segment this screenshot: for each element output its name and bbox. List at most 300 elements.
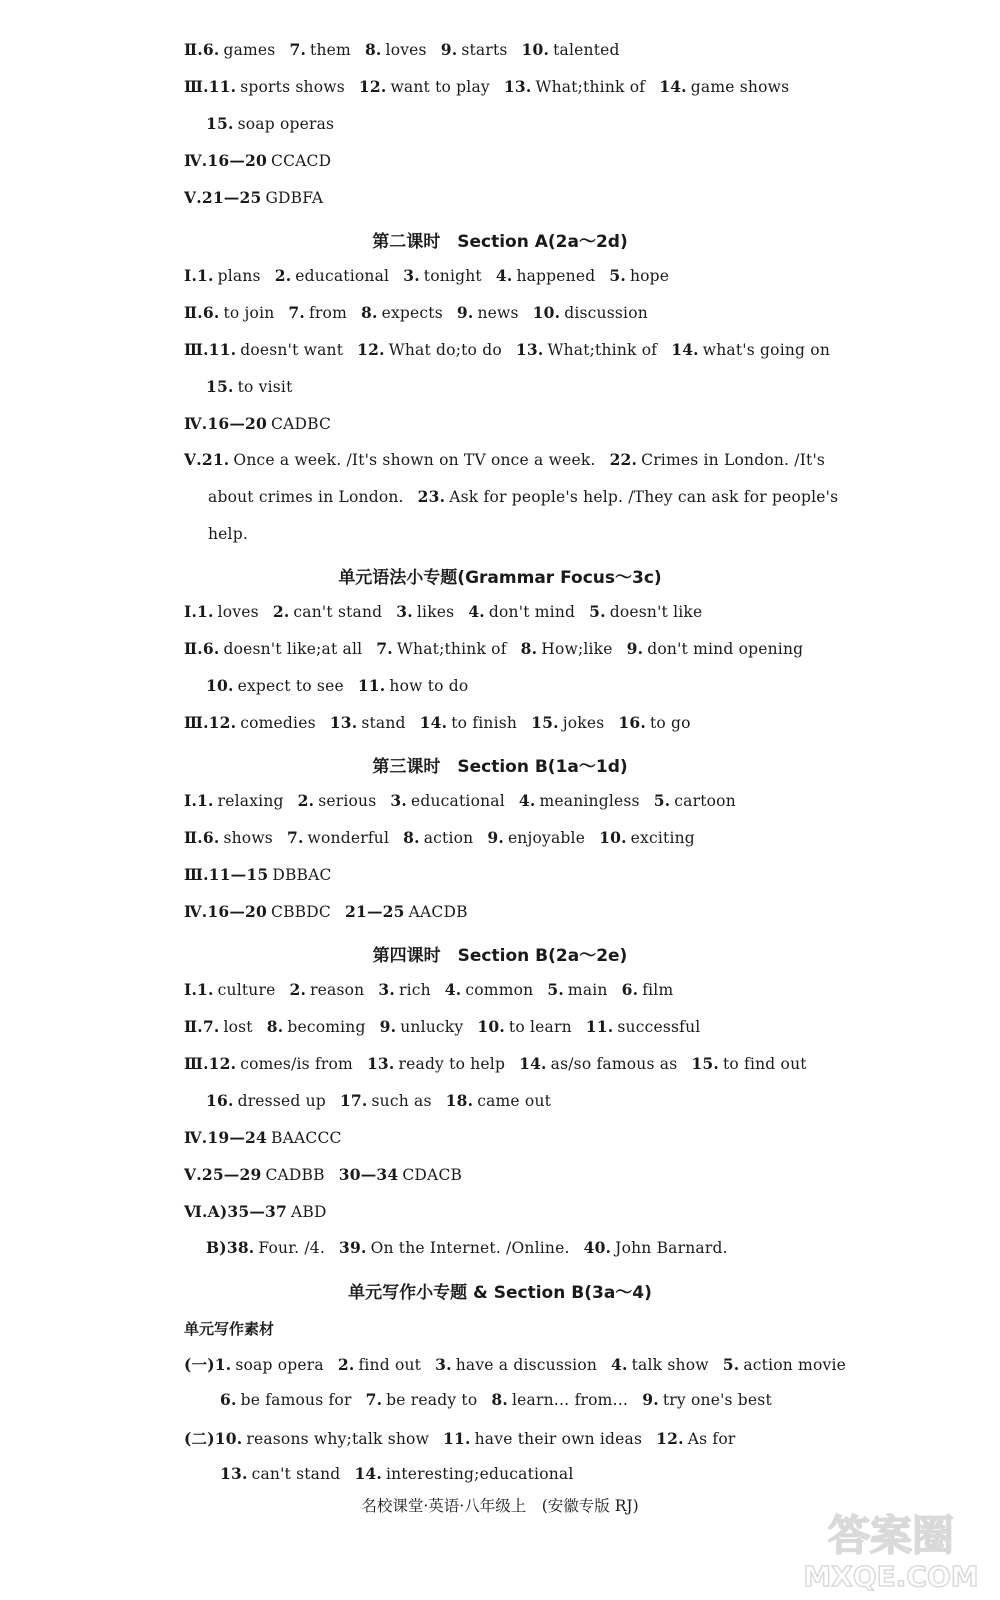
part-numeral: Ⅲ. — [184, 77, 209, 96]
answer-line — [184, 1427, 735, 1449]
question-number: 23. — [417, 487, 446, 506]
question-number: 1. — [197, 791, 214, 810]
answer-text: Once a week. /It's shown on TV once a week. — [233, 451, 596, 469]
answer-text: games — [223, 41, 276, 59]
question-number: 15. — [206, 114, 234, 133]
answer-text: comedies — [240, 714, 316, 732]
question-number: 3. — [435, 1355, 452, 1374]
watermark-bottom-text: MXQE.COM — [803, 1560, 979, 1593]
part-numeral: Ⅲ. — [184, 713, 209, 732]
question-number: 9. — [440, 40, 458, 59]
answer-text: What;think of — [547, 341, 658, 359]
question-number: 2. — [274, 266, 292, 285]
answer-text: came out — [477, 1092, 552, 1110]
question-number: 7. — [288, 303, 306, 322]
answer-item — [203, 1018, 253, 1036]
part-numeral: Ⅱ. — [184, 303, 203, 322]
answer-item — [203, 829, 273, 847]
answer-text: rich — [398, 981, 431, 999]
answer-text: to join — [223, 304, 275, 322]
part-numeral: Ⅱ. — [184, 639, 203, 658]
answer-text: CADBB — [265, 1166, 325, 1184]
answer-text: about crimes in London. — [208, 488, 404, 506]
answer-item — [206, 115, 334, 133]
answer-line — [184, 1128, 342, 1147]
question-number: 14. — [354, 1464, 383, 1483]
question-number: 1. — [197, 602, 214, 621]
question-number: 7. — [365, 1390, 383, 1409]
question-number: 1. — [197, 980, 214, 999]
question-number: 5. — [589, 602, 606, 621]
answer-text: how to do — [389, 677, 469, 695]
answer-item — [659, 78, 789, 96]
answer-text: talented — [553, 41, 620, 59]
part-numeral: Ⅰ. — [184, 602, 198, 621]
answer-line — [208, 525, 248, 543]
question-number: 4. — [518, 791, 536, 810]
answer-text: On the Internet. /Online. — [370, 1239, 570, 1257]
part-numeral: Ⅳ. — [184, 151, 208, 170]
question-number: 40. — [583, 1238, 612, 1257]
answer-item — [656, 1430, 735, 1448]
answer-text: to finish — [451, 714, 518, 732]
question-number: 13. — [366, 1054, 395, 1073]
question-number: 14. — [419, 713, 448, 732]
answer-item — [445, 981, 534, 999]
answer-text: ready to help — [398, 1055, 506, 1073]
question-number: 2. — [337, 1355, 355, 1374]
answer-text: have a discussion — [455, 1356, 598, 1374]
answer-text: John Barnard. — [615, 1239, 728, 1257]
answer-item — [435, 1356, 597, 1374]
question-number: 4. — [611, 1355, 628, 1374]
question-number: 8. — [520, 639, 538, 658]
question-number: 5. — [609, 266, 626, 285]
answer-text: don't mind opening — [647, 640, 804, 658]
answer-text: soap operas — [237, 115, 335, 133]
answer-text: serious — [318, 792, 377, 810]
question-number: 11. — [208, 77, 237, 96]
question-number: 1. — [214, 1355, 232, 1374]
answer-item — [376, 640, 506, 658]
question-number: 13. — [329, 713, 358, 732]
answer-item — [504, 78, 645, 96]
answer-item — [378, 981, 430, 999]
question-number: 14. — [659, 77, 687, 96]
answer-text: CDACB — [402, 1166, 463, 1184]
question-number: 11. — [443, 1429, 471, 1448]
answer-item — [361, 304, 443, 322]
answer-text: wonderful — [307, 829, 390, 847]
question-number: 4. — [468, 602, 485, 621]
question-number: 3. — [396, 602, 413, 621]
question-number: 2. — [289, 980, 307, 999]
answer-line — [184, 865, 332, 884]
question-number: 5. — [547, 980, 564, 999]
answer-item — [197, 603, 259, 621]
answer-text: happened — [516, 267, 596, 285]
question-number: 19—24 — [207, 1128, 268, 1147]
answer-item — [207, 1129, 341, 1147]
question-number: 6. — [202, 303, 220, 322]
answer-item — [420, 714, 517, 732]
question-number: 10. — [599, 828, 627, 847]
question-number: 7. — [376, 639, 393, 658]
question-number: 1. — [197, 266, 214, 285]
answer-item — [289, 41, 350, 59]
question-number: 22. — [609, 450, 638, 469]
answer-text: be famous for — [240, 1391, 352, 1409]
question-number: 12. — [208, 1054, 237, 1073]
question-number: 5. — [653, 791, 671, 810]
question-number: 10. — [206, 676, 234, 695]
answer-text: culture — [217, 981, 276, 999]
answer-item — [298, 792, 377, 810]
answer-line — [206, 114, 334, 133]
question-number: 21—25 — [201, 188, 262, 207]
answer-text: common — [465, 981, 534, 999]
answer-text: DBBAC — [272, 866, 332, 884]
answer-item — [390, 792, 505, 810]
question-number: 21—25 — [344, 902, 405, 921]
answer-item — [202, 451, 596, 469]
question-number: 10. — [521, 40, 550, 59]
answer-text: hope — [629, 267, 670, 285]
part-numeral: Ⅲ. — [184, 865, 209, 884]
answer-item — [521, 640, 613, 658]
answer-item — [330, 714, 406, 732]
answer-item — [622, 981, 674, 999]
question-number: 12. — [208, 713, 237, 732]
part-numeral: Ⅵ. — [184, 1202, 208, 1221]
question-number: 12. — [358, 77, 387, 96]
answer-item — [367, 1055, 505, 1073]
answer-item — [531, 714, 604, 732]
answer-line — [184, 1353, 846, 1375]
answer-text: Four. /4. — [258, 1239, 325, 1257]
part-numeral: (二) — [184, 1429, 215, 1448]
answer-item — [220, 1391, 352, 1409]
question-number: 6. — [621, 980, 639, 999]
answer-text: reason — [310, 981, 365, 999]
watermark-logo — [802, 1502, 980, 1594]
answer-line — [220, 1464, 574, 1483]
answer-text: can't stand — [293, 603, 383, 621]
question-number: 16—20 — [207, 414, 268, 433]
answer-item — [209, 866, 332, 884]
answer-text: CADBC — [271, 415, 332, 433]
answer-line — [208, 487, 838, 506]
question-number: 10. — [532, 303, 561, 322]
answer-text: AACDB — [408, 903, 468, 921]
answer-item — [207, 152, 331, 170]
answer-text: stand — [361, 714, 406, 732]
answer-text: interesting;educational — [386, 1465, 574, 1483]
answer-text: CBBDC — [271, 903, 331, 921]
answer-item — [533, 304, 648, 322]
answer-item — [208, 488, 404, 506]
answer-line — [184, 1202, 327, 1221]
answer-item — [207, 903, 331, 921]
answer-text: unlucky — [400, 1018, 464, 1036]
answer-line — [184, 414, 331, 433]
answer-item — [396, 603, 454, 621]
question-number: 9. — [487, 828, 504, 847]
question-number: 10. — [477, 1017, 505, 1036]
answer-item — [446, 1092, 551, 1110]
answer-item — [208, 525, 248, 543]
question-number: 10. — [214, 1429, 243, 1448]
answer-text: film — [642, 981, 674, 999]
answer-item — [339, 1239, 570, 1257]
question-number: 3. — [403, 266, 420, 285]
answer-text: comes/is from — [240, 1055, 353, 1073]
section-subheading: 单元写作素材 — [184, 1320, 275, 1338]
answer-line — [184, 1017, 700, 1036]
question-number: 7. — [289, 40, 307, 59]
answer-item — [491, 1391, 628, 1409]
section-heading: 第三课时 Section B(1a～1d) — [372, 757, 628, 777]
answer-item — [627, 640, 804, 658]
answer-item — [345, 903, 468, 921]
part-numeral: Ⅴ. — [184, 188, 202, 207]
answer-item — [365, 41, 427, 59]
answer-item — [586, 1018, 701, 1036]
question-number: 6. — [202, 40, 220, 59]
section-heading: 单元语法小专题(Grammar Focus～3c) — [338, 568, 662, 588]
question-number: 6. — [202, 828, 220, 847]
answer-item — [611, 1356, 709, 1374]
answer-line — [184, 602, 702, 621]
answer-text: loves — [217, 603, 259, 621]
question-number: 12. — [357, 340, 385, 359]
answer-line — [184, 980, 673, 999]
answer-item — [654, 792, 736, 810]
question-number: 8. — [266, 1017, 284, 1036]
answer-text: try one's best — [662, 1391, 772, 1409]
question-number: B)38. — [206, 1238, 255, 1257]
answer-text: GDBFA — [265, 189, 324, 207]
section-heading: 第四课时 Section B(2a～2e) — [372, 946, 628, 966]
answer-line — [184, 713, 691, 732]
answer-item — [206, 378, 293, 396]
answer-text: Crimes in London. /It's — [641, 451, 826, 469]
answer-text: jokes — [562, 714, 605, 732]
answer-text: enjoyable — [507, 829, 586, 847]
answer-text: learn… from… — [511, 1391, 629, 1409]
answer-item — [522, 41, 620, 59]
answer-text: have their own ideas — [474, 1430, 643, 1448]
answer-text: news — [477, 304, 519, 322]
answer-item — [339, 1166, 462, 1184]
answer-line — [184, 828, 695, 847]
answer-text: shows — [223, 829, 273, 847]
answer-text: find out — [358, 1356, 422, 1374]
answer-text: action — [423, 829, 474, 847]
answer-line — [184, 902, 468, 921]
part-numeral: Ⅰ. — [184, 980, 198, 999]
answer-text: educational — [295, 267, 390, 285]
part-numeral: Ⅳ. — [184, 1128, 208, 1147]
answer-text: doesn't like;at all — [223, 640, 363, 658]
question-number: 2. — [297, 791, 315, 810]
answer-item — [403, 829, 473, 847]
question-number: 14. — [671, 340, 699, 359]
question-number: 16—20 — [207, 902, 268, 921]
question-number: 18. — [445, 1091, 474, 1110]
question-number: 15. — [206, 377, 234, 396]
question-number: 15. — [691, 1054, 719, 1073]
question-number: 5. — [722, 1355, 740, 1374]
answer-item — [197, 981, 275, 999]
answer-line — [206, 1091, 551, 1110]
section-heading: 第二课时 Section A(2a～2d) — [372, 232, 628, 252]
answer-line — [184, 188, 323, 207]
answer-item — [287, 829, 389, 847]
answer-item — [671, 341, 830, 359]
part-numeral: Ⅱ. — [184, 828, 203, 847]
answer-text: What;think of — [535, 78, 646, 96]
question-number: 17. — [339, 1091, 368, 1110]
answer-text: BAACCC — [271, 1129, 342, 1147]
answer-text: educational — [410, 792, 505, 810]
answer-line — [184, 450, 825, 469]
section-heading: 单元写作小专题 & Section B(3a～4) — [348, 1283, 652, 1303]
answer-item — [209, 78, 345, 96]
answer-text: relaxing — [217, 792, 284, 810]
answer-item — [209, 341, 343, 359]
answer-item — [209, 714, 316, 732]
answer-text: to learn — [508, 1018, 572, 1036]
question-number: 7. — [286, 828, 304, 847]
answer-item — [477, 1018, 571, 1036]
question-number: 30—34 — [338, 1165, 399, 1184]
answer-item — [206, 1239, 325, 1257]
answer-text: As for — [687, 1430, 736, 1448]
answer-item — [358, 677, 469, 695]
answer-text: talk show — [631, 1356, 709, 1374]
answer-line — [206, 1238, 728, 1257]
answer-item — [359, 78, 490, 96]
answer-text: ABD — [291, 1203, 327, 1221]
answer-text: discussion — [564, 304, 648, 322]
answer-item — [468, 603, 575, 621]
answer-text: action movie — [743, 1356, 846, 1374]
question-number: 16—20 — [207, 151, 268, 170]
answer-text: becoming — [287, 1018, 366, 1036]
question-number: 6. — [220, 1390, 237, 1409]
answer-text: reasons why;talk show — [246, 1430, 430, 1448]
answer-text: such as — [371, 1092, 432, 1110]
answer-item — [354, 1465, 573, 1483]
answer-line — [220, 1390, 772, 1409]
answer-item — [496, 267, 596, 285]
question-number: 11. — [357, 676, 386, 695]
part-numeral: Ⅱ. — [184, 40, 203, 59]
part-numeral: Ⅰ. — [184, 791, 198, 810]
answer-text: likes — [416, 603, 455, 621]
answer-line — [184, 151, 331, 170]
answer-text: loves — [385, 41, 427, 59]
answer-text: cartoon — [674, 792, 736, 810]
question-number: 9. — [642, 1390, 659, 1409]
answer-item — [691, 1055, 806, 1073]
answer-item — [610, 451, 826, 469]
question-number: 11—15 — [208, 865, 269, 884]
answer-item — [589, 603, 702, 621]
answer-item — [584, 1239, 728, 1257]
answer-item — [516, 341, 657, 359]
answer-text: be ready to — [386, 1391, 478, 1409]
answer-item — [207, 415, 331, 433]
answer-item — [357, 341, 502, 359]
question-number: 4. — [444, 980, 462, 999]
answer-text: from — [309, 304, 347, 322]
answer-line — [184, 1165, 462, 1184]
answer-line — [184, 40, 620, 59]
answer-item — [443, 1430, 642, 1448]
answer-text: want to play — [390, 78, 490, 96]
answer-item — [208, 1203, 327, 1221]
answer-item — [267, 1018, 366, 1036]
answer-item — [599, 829, 695, 847]
question-number: 16. — [206, 1091, 234, 1110]
answer-item — [338, 1356, 421, 1374]
answer-line — [184, 639, 803, 658]
answer-line — [184, 1054, 807, 1073]
answer-text: help. — [208, 525, 248, 543]
part-numeral: Ⅳ. — [184, 414, 208, 433]
answer-item — [220, 1465, 340, 1483]
question-number: 13. — [503, 77, 532, 96]
question-number: 8. — [361, 303, 378, 322]
question-number: A)35—37 — [207, 1202, 288, 1221]
question-number: 8. — [364, 40, 382, 59]
answer-item — [209, 1055, 353, 1073]
answer-text: Ask for people's help. /They can ask for people's — [449, 488, 839, 506]
part-numeral: Ⅴ. — [184, 450, 202, 469]
question-number: 13. — [220, 1464, 248, 1483]
question-number: 13. — [515, 340, 544, 359]
answer-line — [184, 791, 736, 810]
answer-text: to find out — [722, 1055, 807, 1073]
part-numeral: Ⅱ. — [184, 1017, 203, 1036]
part-numeral: Ⅲ. — [184, 1054, 209, 1073]
answer-text: what's going on — [702, 341, 831, 359]
answer-item — [203, 41, 276, 59]
question-number: 8. — [491, 1390, 508, 1409]
answer-text: soap opera — [235, 1356, 324, 1374]
answer-item — [723, 1356, 846, 1374]
question-number: 21. — [201, 450, 230, 469]
answer-item — [206, 677, 344, 695]
question-number: 7. — [202, 1017, 220, 1036]
answer-item — [366, 1391, 478, 1409]
answer-item — [519, 1055, 677, 1073]
answer-item — [288, 304, 347, 322]
answer-item — [206, 1092, 326, 1110]
answer-item — [202, 189, 323, 207]
answer-item — [519, 792, 640, 810]
question-number: 9. — [456, 303, 474, 322]
answer-text: to visit — [237, 378, 293, 396]
question-number: 39. — [339, 1238, 367, 1257]
part-numeral: Ⅲ. — [184, 340, 209, 359]
answer-text: doesn't like — [609, 603, 703, 621]
answer-item — [403, 267, 482, 285]
answer-text: can't stand — [251, 1465, 341, 1483]
answer-text: sports shows — [240, 78, 345, 96]
